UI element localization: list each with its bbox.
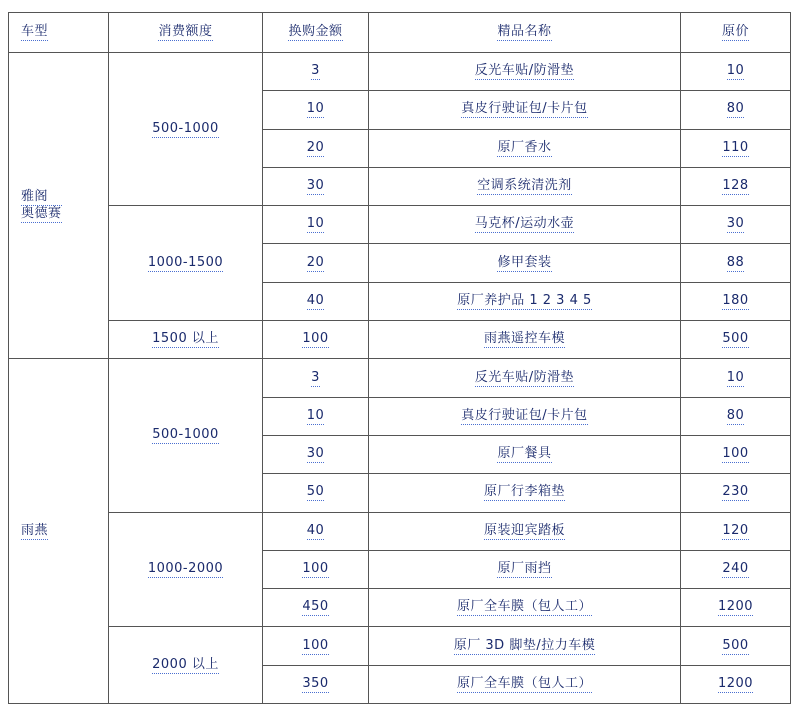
amount-cell: 20 (263, 244, 369, 282)
price-cell: 120 (681, 512, 791, 550)
amount-cell: 20 (263, 129, 369, 167)
product-name-cell: 反光车贴/防滑垫 (369, 53, 681, 91)
spend-range-cell: 1500 以上 (109, 321, 263, 359)
price-cell: 240 (681, 550, 791, 588)
price-cell: 30 (681, 206, 791, 244)
header-car-model: 车型 (9, 13, 109, 53)
amount-cell: 350 (263, 665, 369, 703)
product-name-cell: 原厂餐具 (369, 435, 681, 473)
header-product-name: 精品名称 (369, 13, 681, 53)
amount-cell: 3 (263, 359, 369, 397)
table-row (9, 53, 791, 91)
amount-cell: 40 (263, 282, 369, 320)
price-cell: 80 (681, 91, 791, 129)
price-cell: 10 (681, 53, 791, 91)
amount-cell: 10 (263, 206, 369, 244)
amount-cell: 100 (263, 550, 369, 588)
exchange-price-table (8, 12, 791, 704)
amount-cell: 3 (263, 53, 369, 91)
price-cell: 128 (681, 167, 791, 205)
table-row (9, 321, 791, 359)
header-spend-range: 消费额度 (109, 13, 263, 53)
price-cell: 500 (681, 321, 791, 359)
product-name-cell: 原厂全车膜（包人工） (369, 665, 681, 703)
spend-range-cell: 1000-1500 (109, 206, 263, 321)
price-cell: 1200 (681, 665, 791, 703)
car-model-cell: 雨燕 (9, 359, 109, 704)
price-cell: 500 (681, 627, 791, 665)
price-cell: 1200 (681, 589, 791, 627)
spend-range-cell: 500-1000 (109, 53, 263, 206)
product-name-cell: 真皮行驶证包/卡片包 (369, 397, 681, 435)
amount-cell: 30 (263, 167, 369, 205)
amount-cell: 10 (263, 91, 369, 129)
amount-cell: 40 (263, 512, 369, 550)
price-cell: 80 (681, 397, 791, 435)
amount-cell: 450 (263, 589, 369, 627)
product-name-cell: 空调系统清洗剂 (369, 167, 681, 205)
amount-cell: 30 (263, 435, 369, 473)
product-name-cell: 原厂养护品 1 2 3 4 5 (369, 282, 681, 320)
amount-cell: 10 (263, 397, 369, 435)
amount-cell: 100 (263, 627, 369, 665)
product-name-cell: 原厂雨挡 (369, 550, 681, 588)
product-name-cell: 马克杯/运动水壶 (369, 206, 681, 244)
amount-cell: 100 (263, 321, 369, 359)
product-name-cell: 修甲套装 (369, 244, 681, 282)
product-name-cell: 雨燕遥控车模 (369, 321, 681, 359)
price-cell: 230 (681, 474, 791, 512)
table-row (9, 359, 791, 397)
product-name-cell: 原装迎宾踏板 (369, 512, 681, 550)
product-name-cell: 真皮行驶证包/卡片包 (369, 91, 681, 129)
product-name-cell: 原厂全车膜（包人工） (369, 589, 681, 627)
spend-range-cell: 2000 以上 (109, 627, 263, 704)
header-exchange-amount: 换购金额 (263, 13, 369, 53)
price-cell: 180 (681, 282, 791, 320)
product-name-cell: 原厂行李箱垫 (369, 474, 681, 512)
header-original-price: 原价 (681, 13, 791, 53)
product-name-cell: 反光车贴/防滑垫 (369, 359, 681, 397)
price-cell: 100 (681, 435, 791, 473)
header-row (9, 13, 791, 53)
spend-range-cell: 500-1000 (109, 359, 263, 512)
product-name-cell: 原厂 3D 脚垫/拉力车模 (369, 627, 681, 665)
spend-range-cell: 1000-2000 (109, 512, 263, 627)
price-cell: 10 (681, 359, 791, 397)
table-row (9, 206, 791, 244)
price-cell: 110 (681, 129, 791, 167)
price-cell: 88 (681, 244, 791, 282)
table-row (9, 512, 791, 550)
table-row (9, 627, 791, 665)
product-name-cell: 原厂香水 (369, 129, 681, 167)
amount-cell: 50 (263, 474, 369, 512)
car-model-cell: 雅阁 奥德赛 (9, 53, 109, 359)
